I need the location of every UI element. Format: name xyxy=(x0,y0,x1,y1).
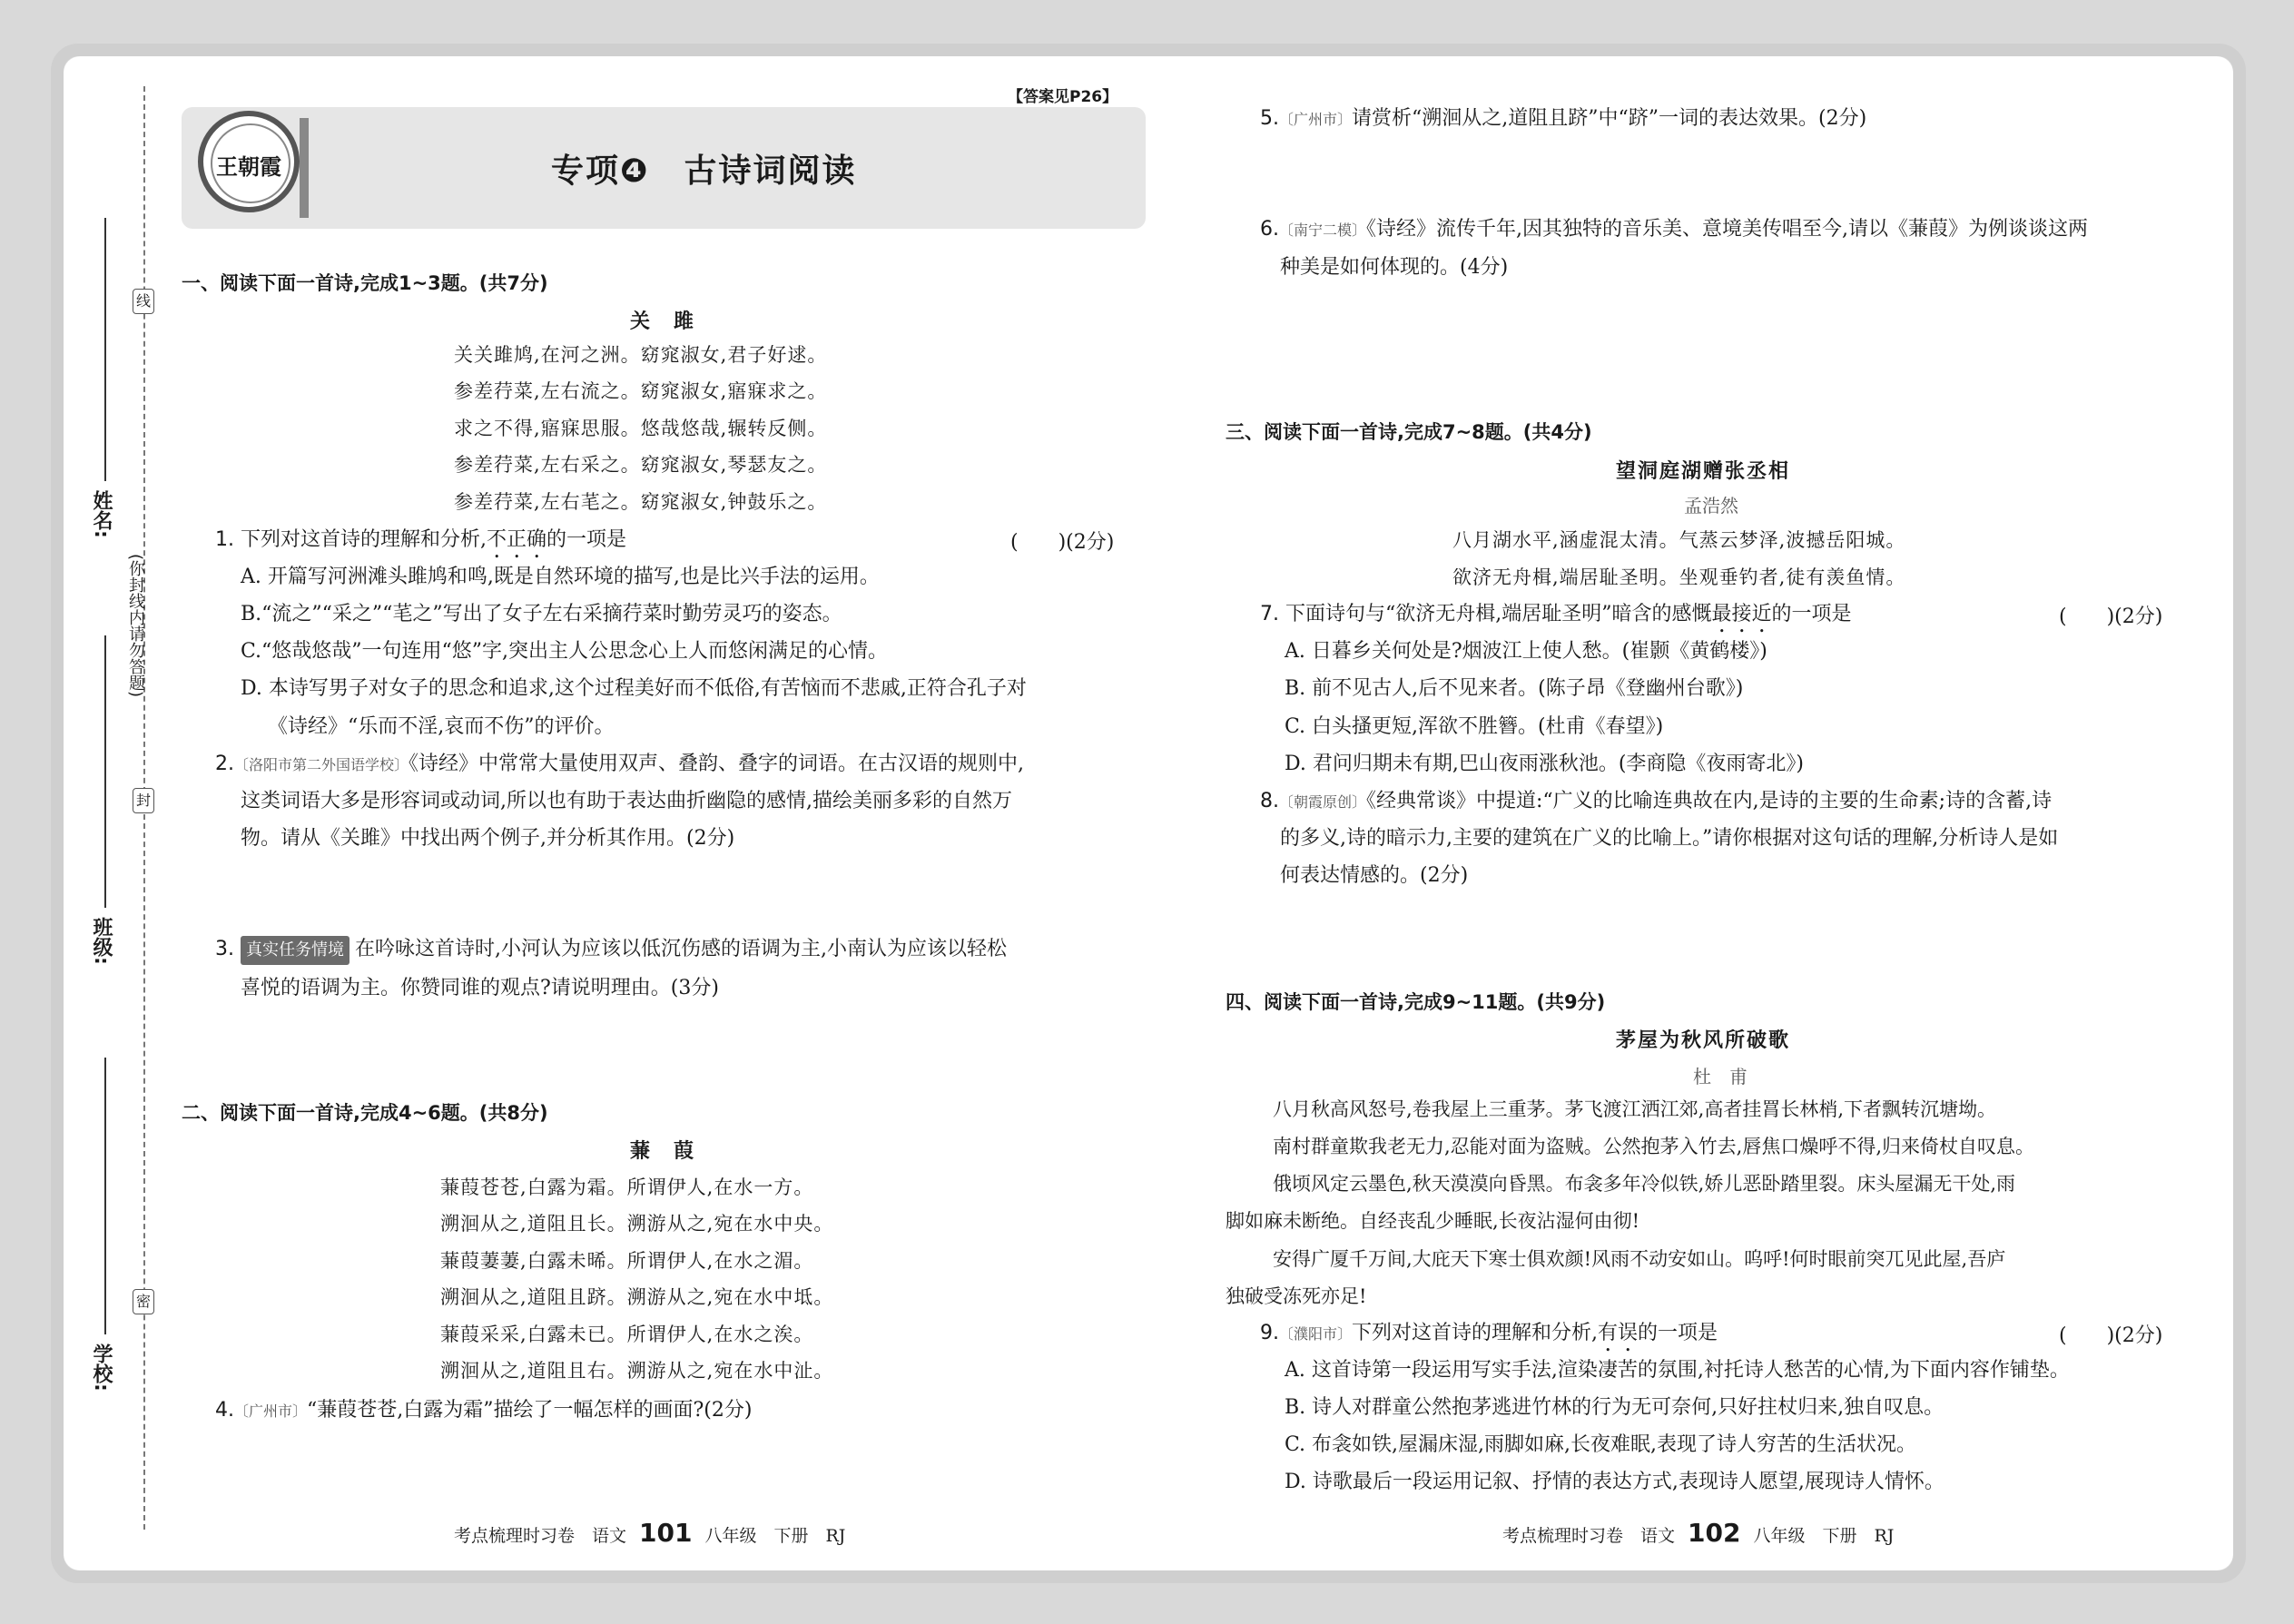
question-source: 〔濮阳市〕 xyxy=(1279,1325,1353,1343)
question-source: 〔广州市〕 xyxy=(1279,111,1353,128)
option-b: B. 前不见古人,后不见来者。(陈子昂《登幽州台歌》) xyxy=(1285,677,1744,700)
answer-area[interactable] xyxy=(241,858,1139,930)
emphasis-text: 有误 xyxy=(1598,1322,1639,1344)
section-4-heading: 四、阅读下面一首诗,完成9~11题。(共9分) xyxy=(1226,991,1606,1013)
question-5: 5.〔广州市〕请赏析“溯洄从之,道阻且跻”中“跻”一词的表达效果。(2分) xyxy=(1260,107,1867,130)
poem-4-line: 独破受冻死亦足! xyxy=(1226,1285,1367,1307)
poem-3-line: 欲济无舟楫,端居耻圣明。坐观垂钓者,徒有羡鱼情。 xyxy=(1452,566,1906,588)
option-d: D. 君问归期未有期,巴山夜雨涨秋池。(李商隐《夜雨寄北》) xyxy=(1285,753,1805,775)
question-8-line: 的多义,诗的暗示力,主要的建筑在广义的比喻上。”请你根据对这句话的理解,分析诗人是如 xyxy=(1280,827,2059,850)
question-3-line: 喜悦的语调为主。你赞同谁的观点?请说明理由。(3分) xyxy=(241,977,719,999)
poem-2-line: 溯洄从之,道阻且跻。溯游从之,宛在水中坻。 xyxy=(440,1286,834,1308)
section-3-heading: 三、阅读下面一首诗,完成7~8题。(共4分) xyxy=(1226,421,1592,443)
poem-1-line: 求之不得,寤寐思服。悠哉悠哉,辗转反侧。 xyxy=(454,418,828,439)
emphasis-text: 不正确 xyxy=(487,528,547,551)
answer-ref: 【答案见P26】 xyxy=(1008,88,1118,106)
option-c: C. 白头搔更短,浑欲不胜簪。(杜甫《春望》) xyxy=(1285,715,1664,738)
poem-4-line: 俄顷风定云墨色,秋天漠漠向昏黑。布衾多年冷似铁,娇儿恶卧踏里裂。床头屋漏无干处,雨 xyxy=(1273,1173,2016,1195)
footer-right: 考点梳理时习卷 语文 102 八年级 下册 RJ xyxy=(1502,1518,1895,1548)
question-2: 2.〔洛阳市第二外国语学校〕《诗经》中常常大量使用双声、叠韵、叠字的词语。在古汉语的规则中, xyxy=(215,753,1025,775)
poem-1-title: 关 雎 xyxy=(630,310,696,333)
poem-1-line: 关关雎鸠,在河之洲。窈窕淑女,君子好逑。 xyxy=(454,344,828,366)
question-7: 7. 下面诗句与“欲济无舟楫,端居耻圣明”暗含的感慨最接近的一项是 xyxy=(1260,603,1852,625)
seal-mark: 封 xyxy=(133,788,154,813)
poem-4-line: 南村群童欺我老无力,忍能对面为盗贼。公然抱茅入竹去,唇焦口燥呼不得,归来倚杖自叹息。 xyxy=(1273,1136,2035,1157)
poem-4-line: 八月秋高风怒号,卷我屋上三重茅。茅飞渡江洒江郊,高者挂罥长林梢,下者飘转沉塘坳。 xyxy=(1273,1098,1997,1120)
school-label: 学校: xyxy=(90,1343,113,1392)
question-source: 〔朝霞原创〕 xyxy=(1279,793,1367,811)
answer-area[interactable] xyxy=(1280,894,2179,985)
answer-area[interactable] xyxy=(241,1008,1139,1080)
poem-4-line: 脚如麻未断绝。自经丧乱少睡眠,长夜沾湿何由彻! xyxy=(1226,1210,1640,1232)
question-2-line: 这类词语大多是形容词或动词,所以也有助于表达曲折幽隐的感情,描绘美丽多彩的自然万 xyxy=(241,790,1012,812)
option-d: D. 诗歌最后一段运用记叙、抒情的表达方式,表现诗人愿望,展现诗人情怀。 xyxy=(1285,1471,1944,1493)
option-b: B.“流之”“采之”“芼之”写出了女子左右采摘荇菜时勤劳灵巧的姿态。 xyxy=(241,603,842,625)
poem-2-line: 蒹葭萋萋,白露未晞。所谓伊人,在水之湄。 xyxy=(440,1250,814,1272)
emphasis-text: 最接近 xyxy=(1711,603,1772,625)
question-6-line: 种美是如何体现的。(4分) xyxy=(1280,256,1509,279)
question-8: 8.〔朝霞原创〕《经典常谈》中提道:“广义的比喻连典故在内,是诗的主要的生命素;诗的含蓄,诗 xyxy=(1260,790,2053,812)
poem-1-line: 参差荇菜,左右流之。窈窕淑女,寤寐求之。 xyxy=(454,380,828,402)
poem-2-line: 蒹葭苍苍,白露为霜。所谓伊人,在水一方。 xyxy=(440,1176,814,1198)
option-b: B. 诗人对群童公然抱茅逃进竹林的行为无可奈何,只好拄杖归来,独自叹息。 xyxy=(1285,1396,1944,1419)
question-source: 〔南宁二模〕 xyxy=(1279,221,1367,239)
class-field[interactable] xyxy=(104,635,106,908)
footer-left: 考点梳理时习卷 语文 101 八年级 下册 RJ xyxy=(454,1518,846,1548)
name-field[interactable] xyxy=(104,218,106,481)
question-6: 6.〔南宁二模〕《诗经》流传千年,因其独特的音乐美、意境美传唱至今,请以《蒹葭》为例谈谈这两 xyxy=(1260,218,2089,241)
option-d-cont: 《诗经》“乐而不淫,哀而不伤”的评价。 xyxy=(268,715,615,738)
school-field[interactable] xyxy=(104,1058,106,1334)
question-source: 〔广州市〕 xyxy=(234,1403,308,1420)
name-label: 姓名: xyxy=(90,490,113,538)
answer-area[interactable] xyxy=(1280,136,2179,209)
question-4: 4.〔广州市〕“蒹葭苍苍,白露为霜”描绘了一幅怎样的画面?(2分) xyxy=(215,1399,753,1422)
poem-2-line: 溯洄从之,道阻且右。溯游从之,宛在水中沚。 xyxy=(440,1360,834,1382)
banner-divider xyxy=(300,118,309,218)
poem-2-line: 蒹葭采采,白露未已。所谓伊人,在水之涘。 xyxy=(440,1324,814,1345)
question-3: 3. 真实任务情境 在吟咏这首诗时,小河认为应该以低沉伤感的语调为主,小南认为应该以轻松 xyxy=(215,936,1007,965)
option-c: C. 布衾如铁,屋漏床湿,雨脚如麻,长夜难眠,表现了诗人穷苦的生活状况。 xyxy=(1285,1433,1917,1456)
logo-seal-icon xyxy=(198,111,300,212)
poem-4-line: 安得广厦千万间,大庇天下寒士俱欢颜!风雨不动安如山。呜呼!何时眼前突兀见此屋,吾庐 xyxy=(1273,1248,2006,1270)
answer-area[interactable] xyxy=(1280,286,2179,404)
page-number: 102 xyxy=(1688,1518,1741,1548)
section-2-heading: 二、阅读下面一首诗,完成4~6题。(共8分) xyxy=(182,1102,548,1124)
poem-1-line: 参差荇菜,左右芼之。窈窕淑女,钟鼓乐之。 xyxy=(454,491,828,513)
dense-mark: 密 xyxy=(133,1289,154,1314)
question-8-line: 何表达情感的。(2分) xyxy=(1280,864,1469,887)
option-a: A. 开篇写河洲滩头雎鸠和鸣,既是自然环境的描写,也是比兴手法的运用。 xyxy=(241,566,880,588)
option-d: D. 本诗写男子对女子的思念和追求,这个过程美好而不低俗,有苦恼而不悲戚,正符合孔子对 xyxy=(241,677,1027,700)
question-2-line: 物。请从《关雎》中找出两个例子,并分析其作用。(2分) xyxy=(241,827,735,850)
question-9: 9.〔濮阳市〕下列对这首诗的理解和分析,有误的一项是 xyxy=(1260,1322,1718,1344)
page-number: 101 xyxy=(639,1518,693,1548)
poem-4-title: 茅屋为秋风所破歌 xyxy=(1616,1029,1791,1052)
poem-2-title: 蒹 葭 xyxy=(630,1140,696,1163)
page-title: 专项❹ 古诗词阅读 xyxy=(551,153,857,190)
poem-3-line: 八月湖水平,涵虚混太清。气蒸云梦泽,波撼岳阳城。 xyxy=(1452,529,1906,551)
poem-4-author: 杜 甫 xyxy=(1693,1066,1748,1088)
task-tag: 真实任务情境 xyxy=(241,936,350,965)
option-c: C.“悠哉悠哉”一句连用“悠”字,突出主人公思念心上人而悠闲满足的心情。 xyxy=(241,640,889,663)
answer-bracket[interactable]: ( )(2分) xyxy=(2059,605,2163,628)
poem-1-line: 参差荇菜,左右采之。窈窕淑女,琴瑟友之。 xyxy=(454,454,828,476)
answer-area[interactable] xyxy=(241,1430,1139,1502)
option-a: A. 日暮乡关何处是?烟波江上使人愁。(崔颢《黄鹤楼》) xyxy=(1285,640,1767,663)
logo-text: 王朝霞 xyxy=(216,153,281,180)
poem-2-line: 溯洄从之,道阻且长。溯游从之,宛在水中央。 xyxy=(440,1213,834,1235)
answer-bracket[interactable]: ( )(2分) xyxy=(2059,1324,2163,1347)
no-answer-note: (你封线内请勿答题) xyxy=(126,554,145,698)
line-mark: 线 xyxy=(133,289,154,314)
class-label: 班级: xyxy=(90,917,113,965)
option-a: A. 这首诗第一段运用写实手法,渲染凄苦的氛围,衬托诗人愁苦的心情,为下面内容作铺垫。 xyxy=(1285,1359,2070,1382)
answer-bracket[interactable]: ( )(2分) xyxy=(1010,531,1115,554)
poem-3-author: 孟浩然 xyxy=(1684,495,1738,517)
question-1: 1. 下列对这首诗的理解和分析,不正确的一项是 xyxy=(215,528,627,551)
poem-3-title: 望洞庭湖赠张丞相 xyxy=(1616,460,1791,483)
question-source: 〔洛阳市第二外国语学校〕 xyxy=(234,756,409,773)
section-1-heading: 一、阅读下面一首诗,完成1~3题。(共7分) xyxy=(182,272,548,294)
